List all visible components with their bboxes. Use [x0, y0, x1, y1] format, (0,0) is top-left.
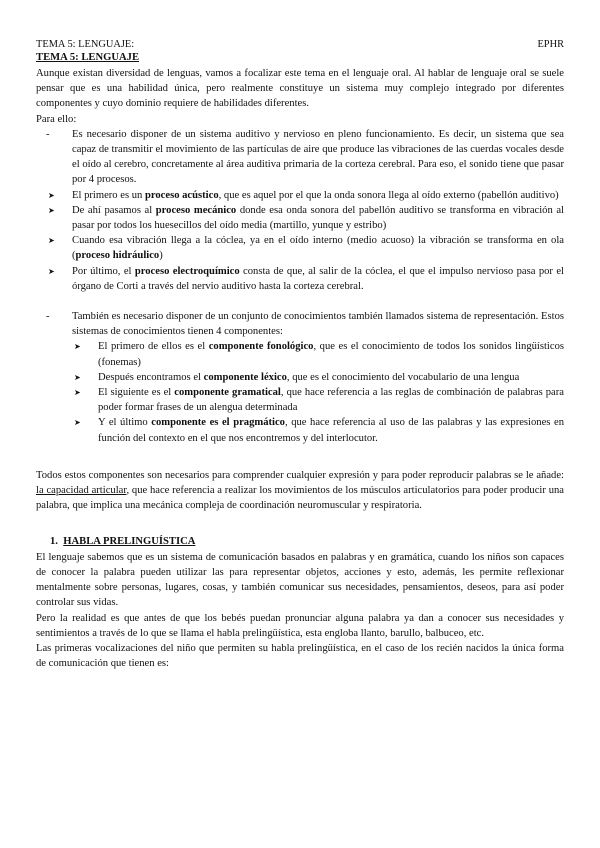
arrowhead-bullet-icon: ➤ [48, 190, 55, 200]
todos-paragraph: Todos estos componentes son necesarios para comprender cualquier expresión y para poder reproducir palabras se le añade: la capacidad articular, que hace referencia a realizar los movimientos de los músculos articulatorios para poder producir una palabra, que implica una mecánica compleja de coordinación neuromuscular y respiratoria. [36, 469, 564, 512]
dash-item-representacion [46, 309, 564, 339]
dash-marker: - [46, 311, 50, 323]
list-item: ➤ Cuando esa vibración llega a la cóclea, ya en el oído interno (medio acuoso) la vibración se transforma en ola (proceso hidráulico) [46, 233, 564, 263]
section-number: 1. [50, 536, 58, 548]
document-title: TEMA 5: LENGUAJE [36, 52, 140, 63]
header-left: TEMA 5: LENGUAJE: [36, 39, 135, 50]
arrowhead-bullet-icon: ➤ [48, 205, 55, 215]
arrowhead-bullet-icon: ➤ [48, 236, 55, 246]
capacidad-articular-term: la capacidad articular [36, 485, 127, 497]
arrowhead-bullet-icon: ➤ [74, 342, 81, 352]
arrowhead-bullet-icon: ➤ [74, 418, 81, 428]
section-paragraph: El lenguaje sabemos que es un sistema de comunicación basados en palabras y en gramática, cuando los niños son capaces de conocer la palabra pueden utilizar las para representar objetos, acciones y esto, además, les permite reflexionar mentalmente sobre personas, lugares, cosas, y también comunicar sus necesidades, pensamientos, deseos, para así poder controlar sus vidas. [36, 551, 564, 609]
section-paragraph: Pero la realidad es que antes de que los bebés puedan pronunciar alguna palabra ya dan a conocer sus necesidades y sentimientos a través de lo que se llama el habla prelingüística, esta engloba llanto, barullo, balbuceo, etc. [36, 612, 564, 639]
dash-marker: - [46, 128, 50, 140]
componentes-list [36, 339, 564, 445]
list-item: ➤ Y el último componente es el pragmático, que hace referencia al uso de las palabras y las expresiones en función del contexto en el que nos encontremos y del interlocutor. [72, 415, 564, 445]
document-page [36, 38, 564, 671]
list-item: ➤ Por último, el proceso electroquímico consta de que, al salir de la cóclea, el que el impulso nervioso pasa por el órgano de Corti a través del nervio auditivo hasta la corteza cerebral. [46, 264, 564, 294]
dash-item-text: Es necesario disponer de un sistema auditivo y nervioso en pleno funcionamiento. Es decir, un sistema que sea capaz de transmitir el movimiento de las partículas de aire que produce las vibraciones de las cuerdas vocales desde el oído al cerebro, concretamente al área auditiva primaria de la corteza cerebral. Para eso, el sonido tiene que pasar por 4 procesos. [72, 128, 564, 186]
list-item: ➤ El primero es un proceso acústico, que es aquel por el que la onda sonora llega al oído externo (pabellón auditivo) [46, 188, 564, 203]
dash-item-auditivo [46, 127, 564, 188]
list-item: ➤ El primero de ellos es el componente fonológico, que es el conocimiento de todos los sonidos lingüísticos (fonemas) [72, 339, 564, 369]
list-item: ➤ De ahí pasamos al proceso mecánico donde esa onda sonora del pabellón auditivo se transforma en vibración al pasar por todos los huesecillos del oído media (martillo, yunque y estribo) [46, 203, 564, 233]
section-paragraph: Las primeras vocalizaciones del niño que permiten su habla prelingüística, en el caso de los recién nacidos la única forma de comunicación que tienen es: [36, 642, 564, 670]
page-header [36, 38, 564, 51]
intro-paragraph: Aunque existan diversidad de lenguas, vamos a focalizar este tema en el lenguaje oral. Al hablar de lenguaje oral se suele pensar que es una habilidad única, pero realmente constituye un sistema muy complejo integrado por diferentes componentes y cuyo dominio requiere de habilidades diferentes. [36, 68, 564, 110]
arrowhead-bullet-icon: ➤ [48, 266, 55, 276]
list-item: ➤ El siguiente es el componente gramatical, que hace referencia a las reglas de combinación de palabras para poder formar frases de un alengua determinada [72, 385, 564, 415]
header-right: EPHR [537, 39, 564, 50]
arrowhead-bullet-icon: ➤ [74, 388, 81, 398]
section-title: HABLA PRELINGUÍSTICA [63, 536, 196, 548]
dash-item-text: También es necesario disponer de un conjunto de conocimientos también llamados sistema de representación. Estos sistemas de conocimientos tienen 4 componentes: [72, 311, 564, 338]
para-ello-label: Para ello: [36, 113, 77, 125]
section-heading [50, 534, 564, 549]
arrowhead-bullet-icon: ➤ [74, 372, 81, 382]
procesos-list [36, 188, 564, 294]
list-item: ➤ Después encontramos el componente léxico, que es el conocimiento del vocabulario de una lengua [72, 370, 564, 385]
